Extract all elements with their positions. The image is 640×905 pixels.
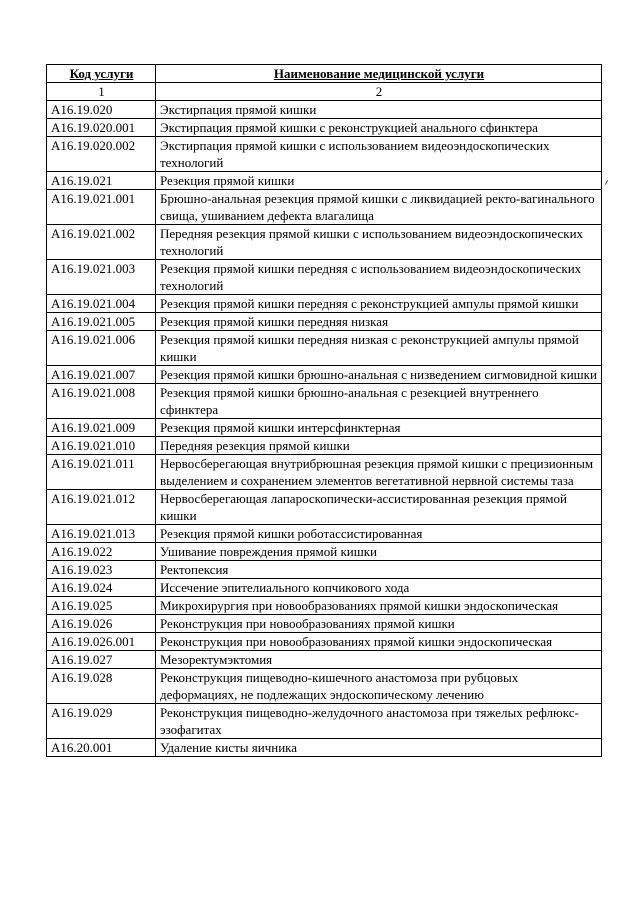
service-name-cell: Резекция прямой кишки передняя с использованием видеоэндоскопических технологий (156, 260, 602, 295)
table-row (47, 137, 602, 172)
service-name-cell: Резекция прямой кишки передняя низкая (156, 313, 602, 331)
service-code-cell: A16.19.021.007 (47, 366, 156, 384)
service-name-cell: Микрохирургия при новообразованиях прямой кишки эндоскопическая (156, 597, 602, 615)
service-code-cell: A16.19.021.013 (47, 525, 156, 543)
service-name-cell: Реконструкция при новообразованиях прямой кишки эндоскопическая (156, 633, 602, 651)
service-code-cell: A16.19.024 (47, 579, 156, 597)
service-code-cell: A16.19.021.001 (47, 190, 156, 225)
column-number-row (47, 83, 602, 101)
service-code-cell: A16.19.022 (47, 543, 156, 561)
service-code-cell: A16.19.021.003 (47, 260, 156, 295)
service-name-cell: Брюшно-анальная резекция прямой кишки с ликвидацией ректо-вагинального свища, ушиванием дефекта влагалища (156, 190, 602, 225)
table-row (47, 525, 602, 543)
table-row (47, 172, 602, 190)
table-row (47, 455, 602, 490)
service-name-cell: Экстирпация прямой кишки с использованием видеоэндоскопических технологий (156, 137, 602, 172)
service-code-cell: A16.19.021.005 (47, 313, 156, 331)
service-name-cell: Передняя резекция прямой кишки (156, 437, 602, 455)
service-code-cell: A16.19.029 (47, 704, 156, 739)
table-row (47, 704, 602, 739)
table-row (47, 739, 602, 757)
table-row (47, 490, 602, 525)
service-code-cell: A16.19.021.008 (47, 384, 156, 419)
service-code-cell: A16.19.021.011 (47, 455, 156, 490)
service-name-cell: Нервосберегающая лапароскопически-ассистированная резекция прямой кишки (156, 490, 602, 525)
table-row (47, 597, 602, 615)
table-row (47, 633, 602, 651)
service-name-cell: Экстирпация прямой кишки (156, 101, 602, 119)
header-service-code: Код услуги (47, 65, 156, 83)
service-code-cell: A16.19.021.009 (47, 419, 156, 437)
service-code-cell: A16.19.021 (47, 172, 156, 190)
table-row (47, 313, 602, 331)
service-name-cell: Экстирпация прямой кишки с реконструкцией анального сфинктера (156, 119, 602, 137)
service-name-cell: Ректопексия (156, 561, 602, 579)
service-code-cell: A16.19.026 (47, 615, 156, 633)
service-name-cell: Резекция прямой кишки брюшно-анальная с резекцией внутреннего сфинктера (156, 384, 602, 419)
service-code-cell: A16.19.020.002 (47, 137, 156, 172)
service-name-cell: Резекция прямой кишки роботассистированная (156, 525, 602, 543)
service-code-cell: A16.19.020 (47, 101, 156, 119)
table-row (47, 260, 602, 295)
table-row (47, 651, 602, 669)
scan-artifact-mark (605, 180, 608, 185)
service-name-cell: Нервосберегающая внутрибрюшная резекция прямой кишки с прецизионным выделением и сохранением элементов вегетативной нервной системы таза (156, 455, 602, 490)
table-row (47, 437, 602, 455)
service-code-cell: A16.19.021.012 (47, 490, 156, 525)
table-row (47, 384, 602, 419)
table-row (47, 543, 602, 561)
table-row (47, 579, 602, 597)
service-code-cell: A16.19.023 (47, 561, 156, 579)
service-name-cell: Мезоректумэктомия (156, 651, 602, 669)
table-row (47, 419, 602, 437)
table-row (47, 295, 602, 313)
service-code-cell: A16.19.021.006 (47, 331, 156, 366)
table-row (47, 331, 602, 366)
service-name-cell: Резекция прямой кишки передняя низкая с реконструкцией ампулы прямой кишки (156, 331, 602, 366)
service-name-cell: Резекция прямой кишки передняя с реконструкцией ампулы прямой кишки (156, 295, 602, 313)
service-code-cell: A16.19.028 (47, 669, 156, 704)
table-row (47, 101, 602, 119)
service-code-cell: A16.19.020.001 (47, 119, 156, 137)
service-name-cell: Удаление кисты яичника (156, 739, 602, 757)
service-name-cell: Реконструкция пищеводно-желудочного анастомоза при тяжелых рефлюкс-эзофагитах (156, 704, 602, 739)
service-code-cell: A16.19.021.010 (47, 437, 156, 455)
header-service-name: Наименование медицинской услуги (156, 65, 602, 83)
service-name-cell: Реконструкция при новообразованиях прямой кишки (156, 615, 602, 633)
service-name-cell: Ушивание повреждения прямой кишки (156, 543, 602, 561)
table-row (47, 119, 602, 137)
column-number-2: 2 (156, 83, 602, 101)
service-name-cell: Передняя резекция прямой кишки с использованием видеоэндоскопических технологий (156, 225, 602, 260)
service-code-cell: A16.19.025 (47, 597, 156, 615)
table-row (47, 366, 602, 384)
service-code-cell: A16.19.021.002 (47, 225, 156, 260)
service-name-cell: Иссечение эпителиального копчикового хода (156, 579, 602, 597)
service-name-cell: Резекция прямой кишки брюшно-анальная с низведением сигмовидной кишки (156, 366, 602, 384)
table-row (47, 561, 602, 579)
service-code-cell: A16.19.027 (47, 651, 156, 669)
service-name-cell: Резекция прямой кишки (156, 172, 602, 190)
table-body (47, 101, 602, 757)
table-row (47, 669, 602, 704)
table-row (47, 225, 602, 260)
service-name-cell: Реконструкция пищеводно-кишечного анастомоза при рубцовых деформациях, не подлежащих эндоскопическому лечению (156, 669, 602, 704)
column-number-1: 1 (47, 83, 156, 101)
table-row (47, 190, 602, 225)
table-row (47, 615, 602, 633)
service-code-cell: A16.19.021.004 (47, 295, 156, 313)
table-header-row (47, 65, 602, 83)
service-code-cell: A16.19.026.001 (47, 633, 156, 651)
service-code-cell: A16.20.001 (47, 739, 156, 757)
medical-services-table (46, 64, 602, 757)
service-name-cell: Резекция прямой кишки интерсфинктерная (156, 419, 602, 437)
